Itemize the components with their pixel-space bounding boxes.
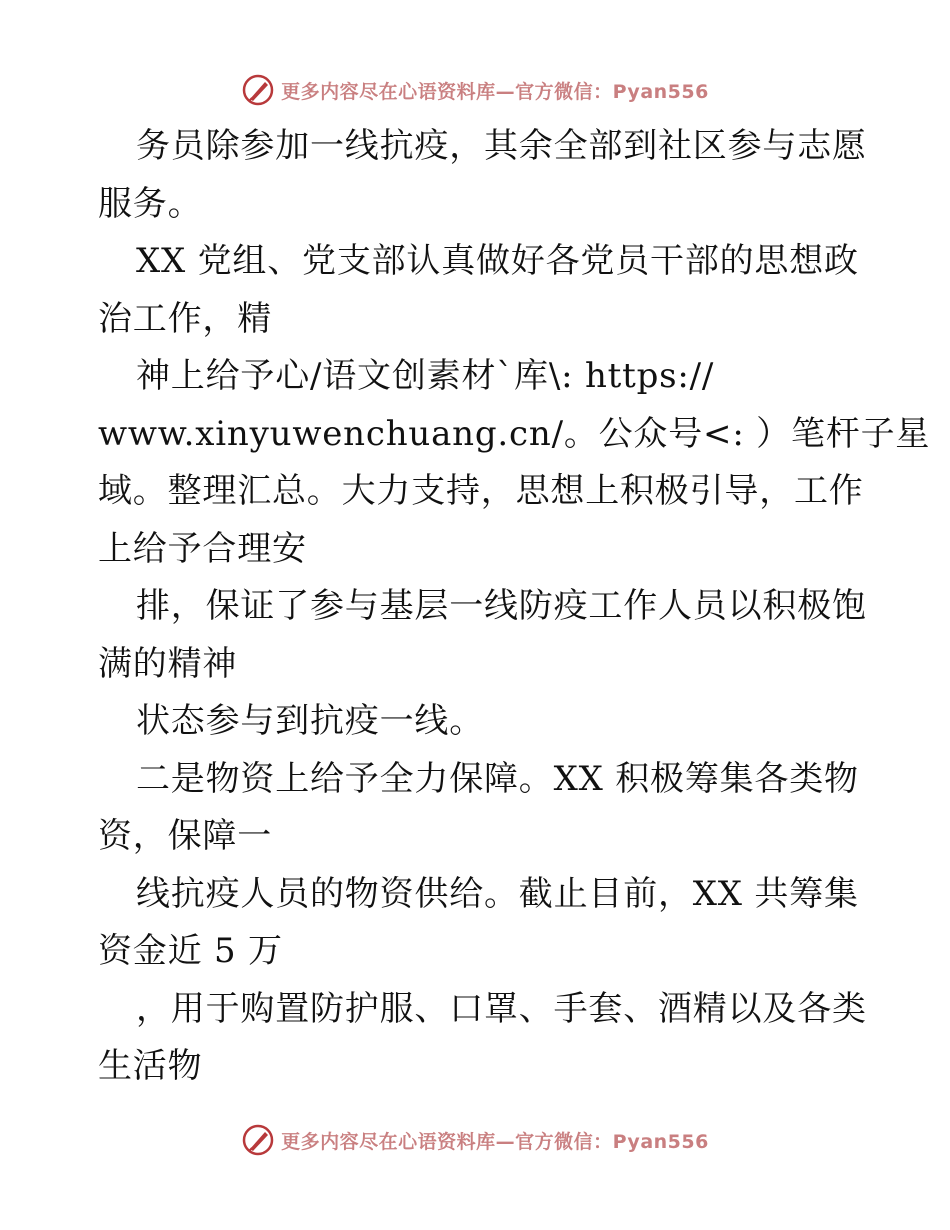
text-line: 排，保证了参与基层一线防疫工作人员以积极饱 bbox=[136, 586, 867, 626]
header-banner bbox=[0, 70, 950, 110]
text-line: 资，保障一 bbox=[98, 816, 272, 856]
text-line: 神上给予心/语文创素材`库\: https:// bbox=[136, 356, 715, 396]
text-line: 上给予合理安 bbox=[98, 528, 307, 569]
footer-banner-text: 更多内容尽在心语资料库—官方微信：Pyan556 bbox=[281, 1130, 709, 1153]
text-line: 状态参与到抗疫一线。 bbox=[136, 701, 484, 741]
footer-banner bbox=[0, 1120, 950, 1160]
text-line: 域。整理汇总。大力支持，思想上积极引导，工作 bbox=[98, 471, 864, 511]
text-line: ，用于购置防护服、口罩、手套、酒精以及各类 bbox=[136, 988, 867, 1029]
text-line: 资金近 5 万 bbox=[98, 931, 283, 971]
text-line: 线抗疫人员的物资供给。截止目前，XX 共筹集 bbox=[136, 873, 859, 914]
text-line: 治工作，精 bbox=[98, 298, 272, 339]
text-line: 服务。 bbox=[98, 183, 203, 224]
quill-pen-logo-icon bbox=[241, 1123, 275, 1157]
text-line: 生活物 bbox=[98, 1046, 203, 1086]
text-line: 务员除参加一线抗疫，其余全部到社区参与志愿 bbox=[136, 126, 867, 166]
text-line: www.xinyuwenchuang.cn/。公众号<: ）笔杆子星 bbox=[98, 413, 931, 454]
text-line: 二是物资上给予全力保障。XX 积极筹集各类物 bbox=[136, 758, 859, 799]
header-banner-text: 更多内容尽在心语资料库—官方微信：Pyan556 bbox=[281, 80, 709, 103]
text-line: XX 党组、党支部认真做好各党员干部的思想政 bbox=[136, 241, 859, 281]
document-body bbox=[98, 118, 931, 1096]
quill-pen-logo-icon bbox=[241, 73, 275, 107]
text-line: 满的精神 bbox=[98, 643, 238, 684]
